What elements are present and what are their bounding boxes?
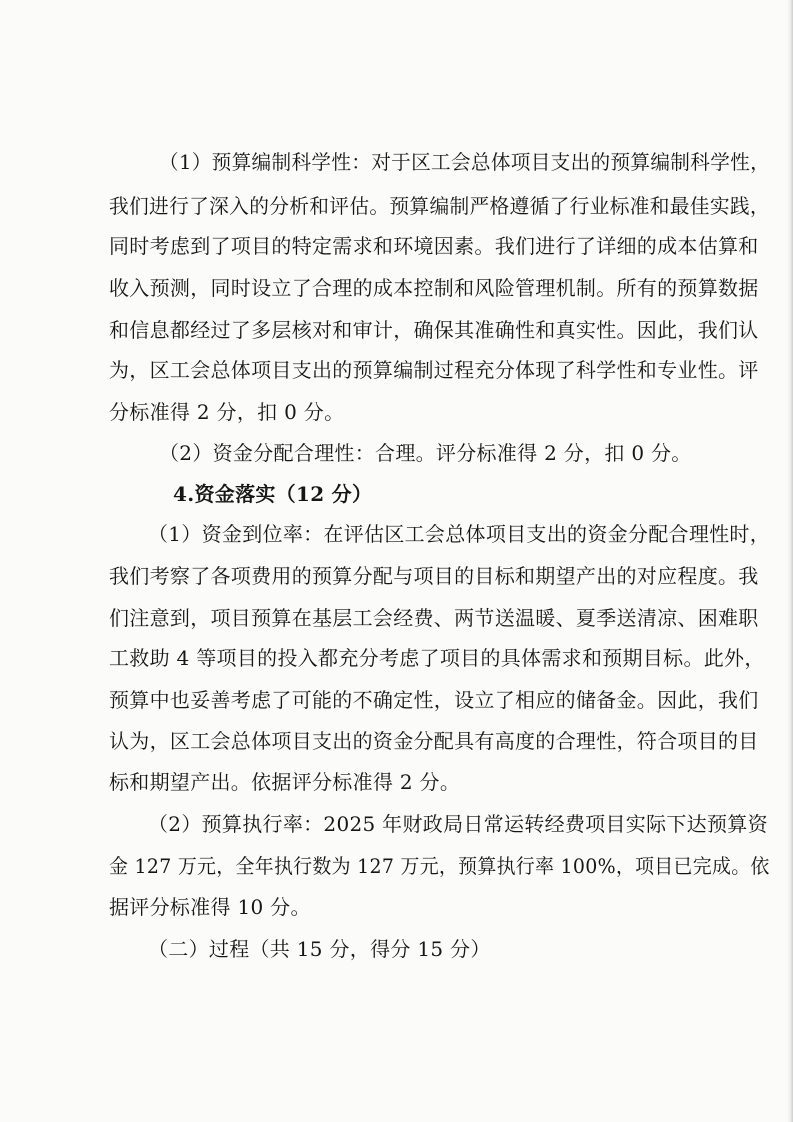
text-line: 据评分标准得 10 分。	[109, 895, 311, 919]
scan-edge-shadow	[787, 0, 793, 1122]
text-line: （2）资金分配合理性：合理。评分标准得 2 分，扣 0 分。	[159, 441, 692, 465]
text-line: 收入预测，同时设立了合理的成本控制和风险管理机制。所有的预算数据	[109, 276, 759, 300]
text-line: 金 127 万元，全年执行数为 127 万元，预算执行率 100%，项目已完成。依	[109, 854, 770, 878]
text-line: （1）资金到位率：在评估区工会总体项目支出的资金分配合理性时，	[148, 522, 771, 546]
text-line: （1）预算编制科学性：对于区工会总体项目支出的预算编制科学性，	[159, 150, 771, 174]
section-heading: 4.资金落实（12 分）	[173, 482, 373, 506]
text-line: 同时考虑到了项目的特定需求和环境因素。我们进行了详细的成本估算和	[109, 234, 759, 258]
text-line: 和信息都经过了多层核对和审计，确保其准确性和真实性。因此，我们认	[109, 318, 759, 342]
text-line: 预算中也妥善考虑了可能的不确定性，设立了相应的储备金。因此，我们	[109, 688, 759, 712]
text-line: 为，区工会总体项目支出的预算编制过程充分体现了科学性和专业性。评	[109, 358, 759, 382]
text-line: 我们考察了各项费用的预算分配与项目的目标和期望产出的对应程度。我	[109, 564, 759, 588]
text-line: 认为，区工会总体项目支出的资金分配具有高度的合理性，符合项目的目	[109, 729, 759, 753]
text-line: （2）预算执行率：2025 年财政局日常运转经费项目实际下达预算资	[148, 812, 768, 836]
text-line: 标和期望产出。依据评分标准得 2 分。	[109, 770, 461, 794]
text-line: 分标准得 2 分，扣 0 分。	[109, 400, 345, 424]
text-line: 们注意到，项目预算在基层工会经费、两节送温暖、夏季送清凉、困难职	[109, 606, 759, 630]
text-line: 我们进行了深入的分析和评估。预算编制严格遵循了行业标准和最佳实践，	[109, 194, 770, 218]
section-heading-process: （二）过程（共 15 分，得分 15 分）	[148, 937, 491, 961]
text-line: 工救助 4 等项目的投入都充分考虑了项目的具体需求和预期目标。此外，	[109, 646, 765, 670]
